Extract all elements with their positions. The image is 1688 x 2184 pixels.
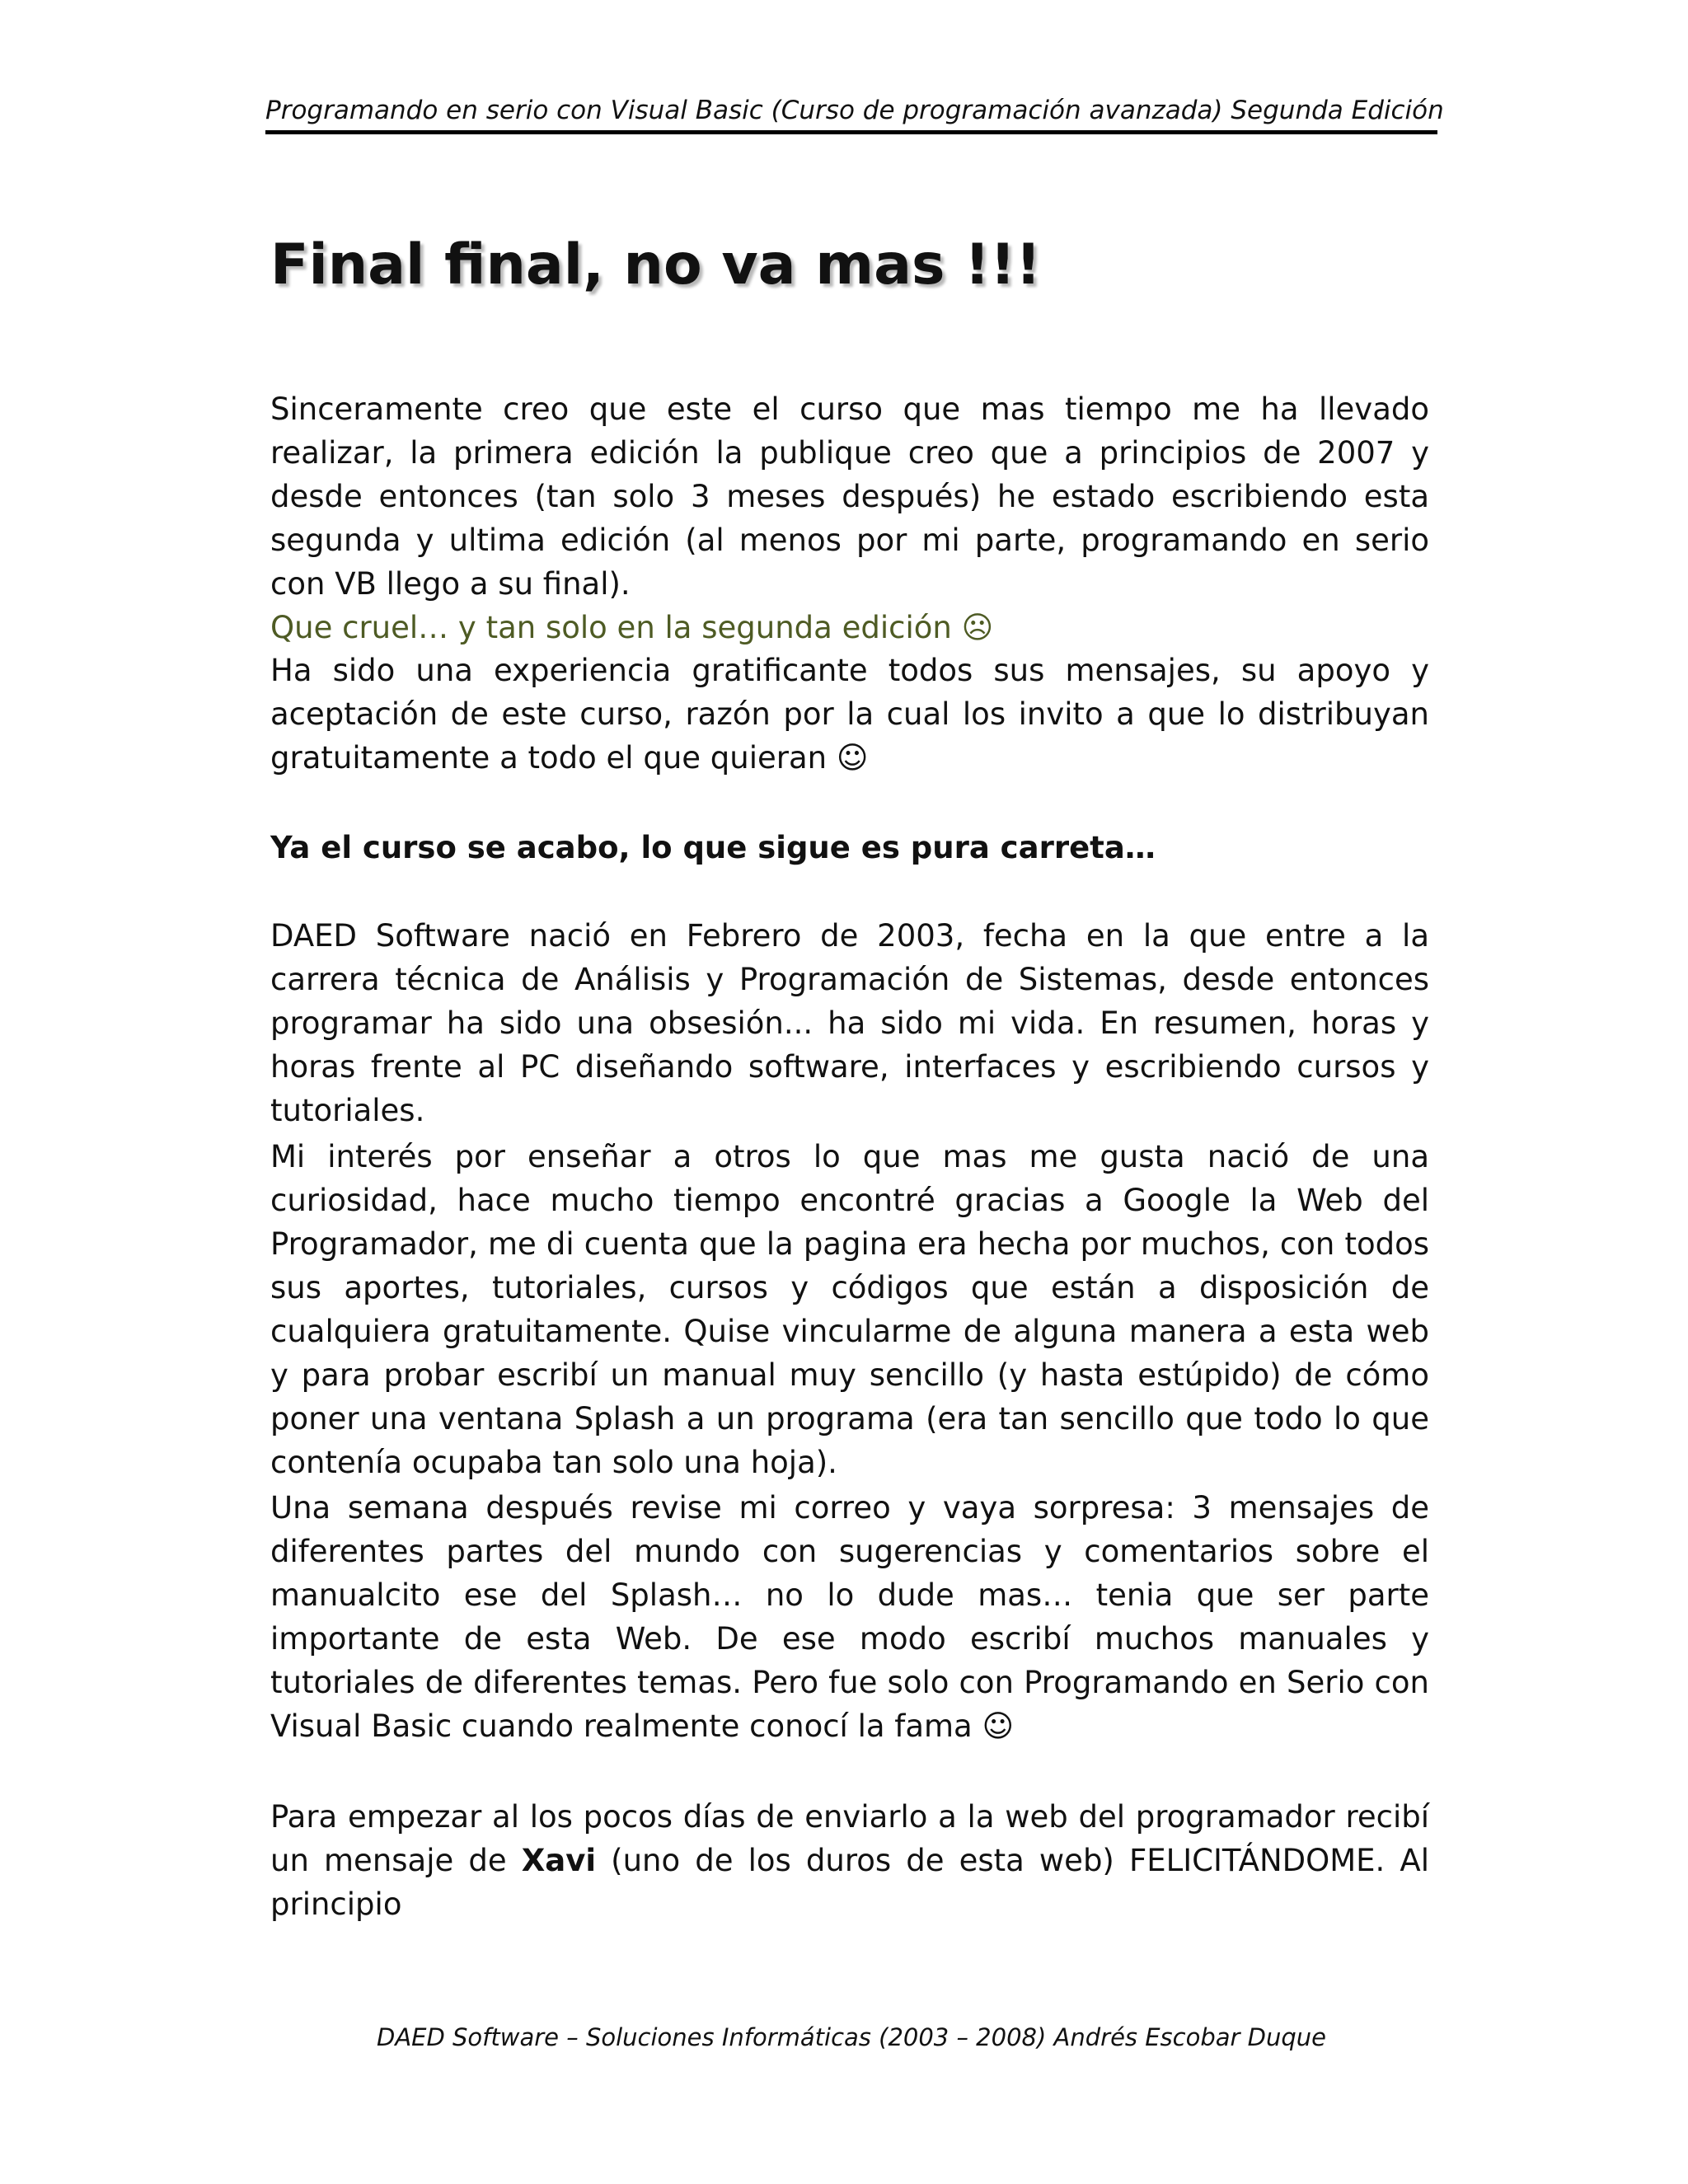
- paragraph-intro: [270, 387, 1429, 649]
- smile-icon: ☺: [982, 1708, 1015, 1744]
- paragraph-fame: [270, 1486, 1429, 1748]
- paragraph-thanks: [270, 649, 1429, 780]
- paragraph-intro-accent: [270, 610, 993, 645]
- frown-icon: ☹: [961, 610, 994, 645]
- page-footer: DAED Software – Soluciones Informáticas (2003 – 2008) Andrés Escobar Duque: [376, 2023, 1327, 2051]
- paragraph-beginning: [270, 1795, 1429, 1926]
- paragraph-fame-text: Una semana después revise mi correo y vaya sorpresa: 3 mensajes de diferentes partes del mundo con sugerencias y comentarios sobre el manualcito ese del Splash… no lo dude mas… tenia que ser parte importante de esta Web. De ese modo escribí muchos manuales y tutoriales de diferentes temas. Pero fue solo con Programando en Serio con Visual Basic cuando realmente conocí la fama: [270, 1490, 1429, 1744]
- running-header: Programando en serio con Visual Basic (Curso de programación avanzada) Segunda Edición: [265, 96, 1444, 125]
- accent-text: Que cruel… y tan solo en la segunda edición: [270, 610, 952, 645]
- paragraph-history: DAED Software nació en Febrero de 2003, fecha en la que entre a la carrera técnica de Análisis y Programación de Sistemas, desde entonces programar ha sido una obsesión... ha sido mi vida. En resumen, horas y horas frente al PC diseñando software, interfaces y escribiendo cursos y tutoriales.: [270, 918, 1429, 1128]
- paragraph-bold-note: Ya el curso se acabo, lo que sigue es pura carreta…: [270, 830, 1156, 865]
- header-divider: [265, 130, 1437, 134]
- page-title: Final final, no va mas !!!: [270, 232, 1042, 298]
- paragraph-thanks-text: Ha sido una experiencia gratificante todos sus mensajes, su apoyo y aceptación de este curso, razón por la cual los invito a que lo distribuyan gratuitamente a todo el que quieran: [270, 653, 1429, 776]
- paragraph-beginning-after: (uno de los duros de esta web) FELICITÁNDOME. Al principio: [270, 1843, 1429, 1922]
- person-name: Xavi: [521, 1843, 597, 1878]
- paragraph-beginning-before: Para empezar al los pocos días de enviarlo a la web del programador recibí un mensaje de: [270, 1799, 1429, 1878]
- paragraph-intro-text: Sinceramente creo que este el curso que mas tiempo me ha llevado realizar, la primera edición la publique creo que a principios de 2007 y desde entonces (tan solo 3 meses después) he estado escribiendo esta segunda y ultima edición (al menos por mi parte, programando en serio con VB llego a su final).: [270, 391, 1429, 602]
- smile-icon: ☺: [836, 740, 869, 776]
- paragraph-interest: Mi interés por enseñar a otros lo que mas me gusta nació de una curiosidad, hace mucho tiempo encontré gracias a Google la Web del Programador, me di cuenta que la pagina era hecha por muchos, con todos sus aportes, tutoriales, cursos y códigos que están a disposición de cualquiera gratuitamente. Quise vincularme de alguna manera a esta web y para probar escribí un manual muy sencillo (y hasta estúpido) de cómo poner una ventana Splash a un programa (era tan sencillo que todo lo que contenía ocupaba tan solo una hoja).: [270, 1139, 1429, 1480]
